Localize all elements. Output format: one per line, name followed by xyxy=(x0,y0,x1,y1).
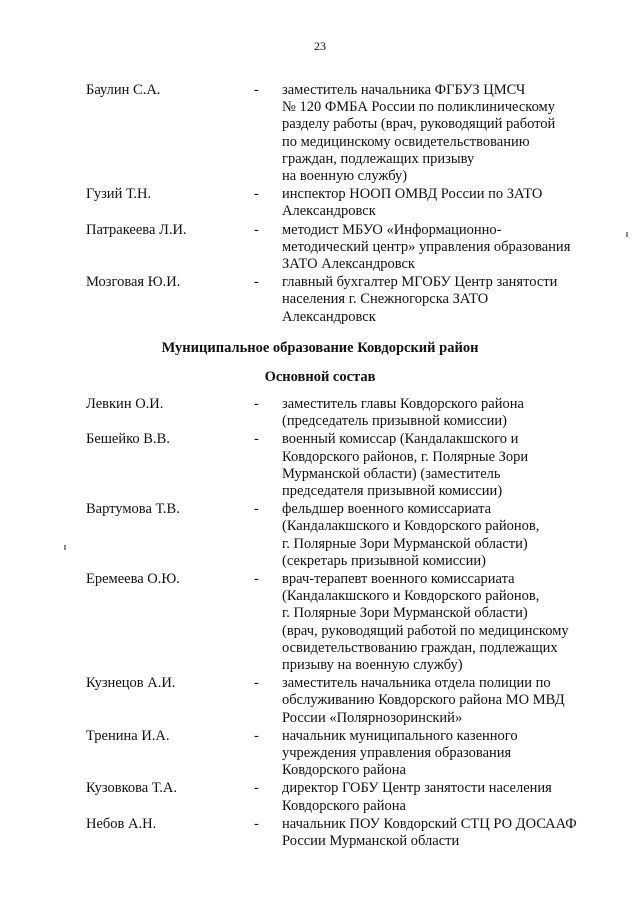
dash-separator: - xyxy=(254,186,259,203)
member-position: военный комиссар (Кандалакшского и Ковдорского районов, г. Полярные Зори Мурманской области) (заместитель председателя призывной комиссии) xyxy=(282,431,529,500)
member-name: Кузовкова Т.А. xyxy=(86,780,177,797)
member-name: Небов А.Н. xyxy=(86,815,157,832)
member-name: Мозговая Ю.И. xyxy=(86,274,181,291)
member-name: Тренина И.А. xyxy=(86,727,170,744)
member-name: Вартумова Т.В. xyxy=(86,501,180,518)
dash-separator: - xyxy=(254,221,259,238)
member-row xyxy=(86,571,606,674)
member-position: врач-терапевт военного комиссариата (Кандалакшского и Ковдорского районов, г. Полярные Зори Мурманской области) (врач, руководящий работой по медицинскому освидетельствованию граждан, подлежащих призыву на военную службу) xyxy=(282,571,569,674)
members-list-kovdor xyxy=(86,396,606,850)
member-position: заместитель главы Ковдорского района (председатель призывной комиссии) xyxy=(282,396,524,430)
members-list-zato xyxy=(86,82,606,326)
member-name: Баулин С.А. xyxy=(86,82,161,98)
dash-separator: - xyxy=(254,727,259,744)
member-row xyxy=(86,396,606,430)
page-number: 23 xyxy=(314,39,326,53)
member-row xyxy=(86,82,606,185)
member-name: Гузий Т.Н. xyxy=(86,186,152,203)
scan-speck xyxy=(64,545,66,550)
dash-separator: - xyxy=(254,501,259,518)
dash-separator: - xyxy=(254,82,259,98)
member-position: методист МБУО «Информационно- методический центр» управления образования ЗАТО Александровск xyxy=(282,221,571,273)
member-row xyxy=(86,222,606,274)
member-row xyxy=(86,274,606,326)
member-row xyxy=(86,186,606,220)
member-position: главный бухгалтер МГОБУ Центр занятости населения г. Снежногорска ЗАТО Александровск xyxy=(282,274,558,325)
member-name: Кузнецов А.И. xyxy=(86,675,176,692)
dash-separator: - xyxy=(254,431,259,448)
member-row xyxy=(86,816,606,850)
main-composition-heading: Основной состав xyxy=(264,369,376,385)
member-name: Еремеева О.Ю. xyxy=(86,571,180,588)
member-position: директор ГОБУ Центр занятости населения Ковдорского района xyxy=(282,780,552,814)
member-position: инспектор НООП ОМВД России по ЗАТО Александровск xyxy=(282,186,543,220)
member-name: Бешейко В.В. xyxy=(86,431,170,448)
member-position: заместитель начальника отдела полиции по обслуживанию Ковдорского района МО МВД России «Полярнозоринский» xyxy=(282,675,565,726)
district-heading: Муниципальное образование Ковдорский район xyxy=(161,340,479,356)
dash-separator: - xyxy=(254,780,259,797)
member-row xyxy=(86,728,606,780)
member-row xyxy=(86,431,606,500)
dash-separator: - xyxy=(254,815,259,832)
member-row xyxy=(86,780,606,814)
dash-separator: - xyxy=(254,571,259,588)
dash-separator: - xyxy=(254,274,259,291)
dash-separator: - xyxy=(254,675,259,692)
dash-separator: - xyxy=(254,396,259,412)
scan-speck xyxy=(626,232,628,237)
member-position: начальник муниципального казенного учреждения управления образования Ковдорского района xyxy=(282,727,518,779)
member-row xyxy=(86,675,606,727)
member-position: начальник ПОУ Ковдорский СТЦ РО ДОСААФ России Мурманской области xyxy=(282,815,577,850)
member-position: заместитель начальника ФГБУЗ ЦМСЧ № 120 ФМБА России по поликлиническому разделу работы (врач, руководящий работой по медицинскому освидетельствованию граждан, подлежащих призыву на военную службу) xyxy=(282,82,556,185)
member-position: фельдшер военного комиссариата (Кандалакшского и Ковдорского районов, г. Полярные Зори Мурманской области) (секретарь призывной комиссии) xyxy=(282,501,540,569)
member-name: Левкин О.И. xyxy=(86,396,164,412)
member-name: Патракеева Л.И. xyxy=(86,221,187,238)
member-row xyxy=(86,501,606,570)
